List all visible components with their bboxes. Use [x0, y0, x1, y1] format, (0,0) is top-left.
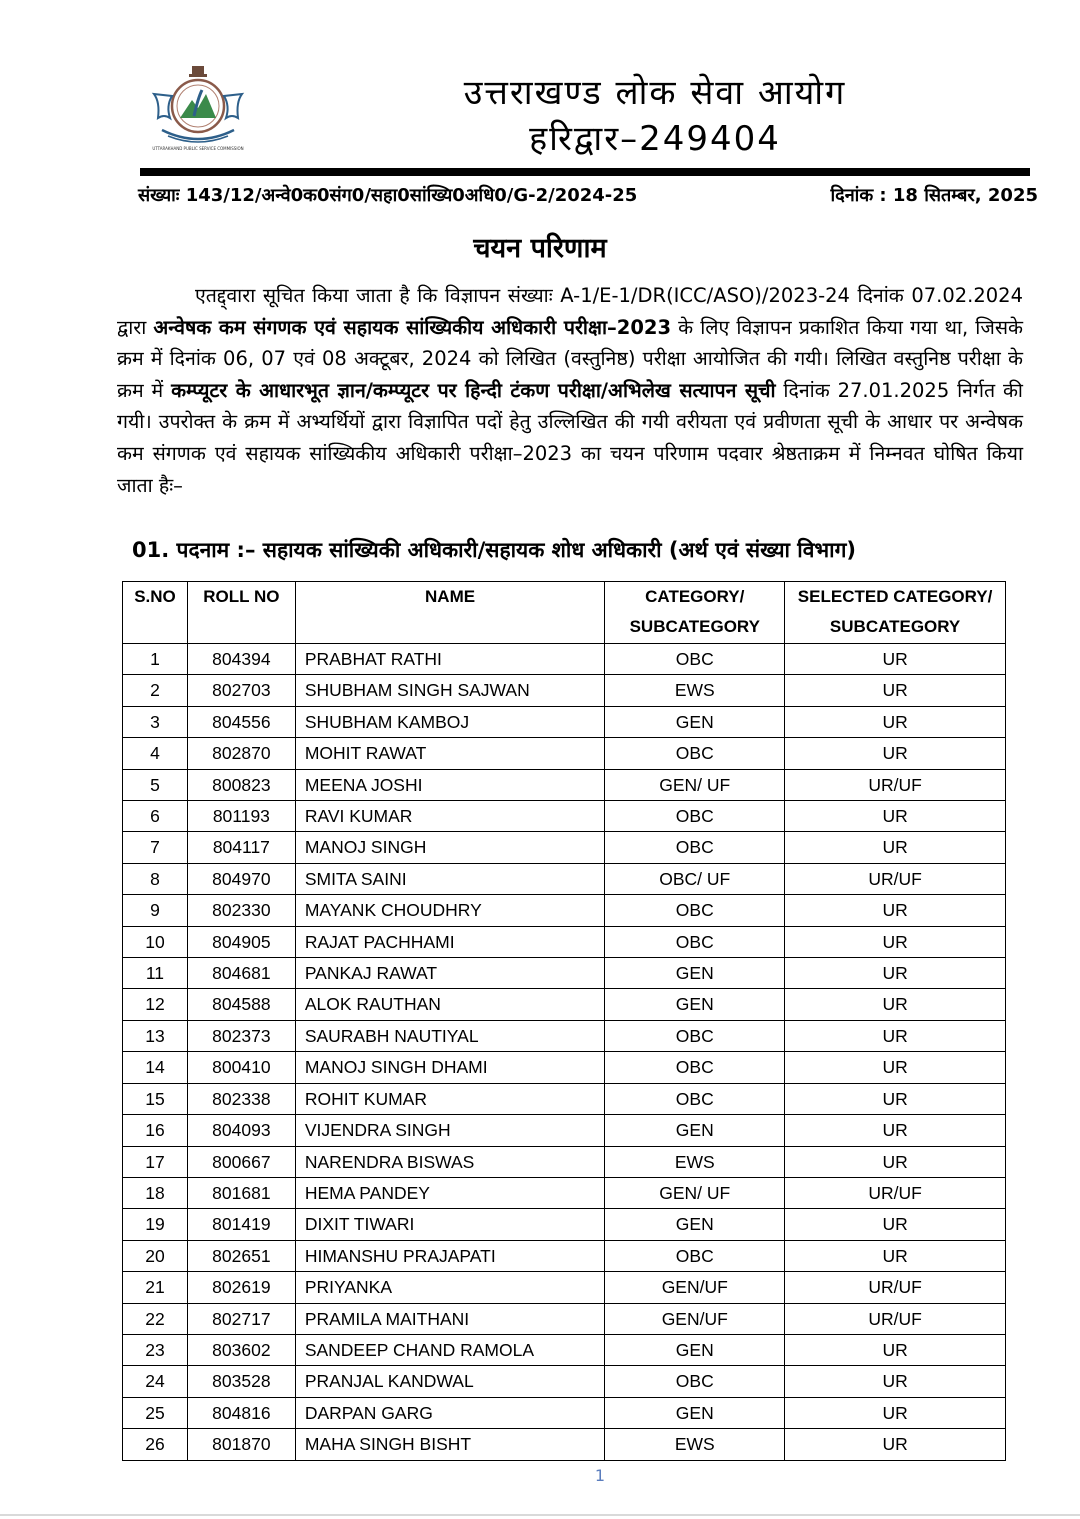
cell-selected-category: UR	[785, 926, 1006, 957]
table-row	[123, 1020, 1006, 1051]
cell-roll-no: 802619	[187, 1272, 295, 1303]
table-row	[123, 958, 1006, 989]
table-row	[123, 1209, 1006, 1240]
cell-sno: 11	[123, 958, 188, 989]
cell-roll-no: 800410	[187, 1052, 295, 1083]
cell-roll-no: 804394	[187, 644, 295, 675]
cell-roll-no: 802651	[187, 1240, 295, 1271]
cell-name: MEENA JOSHI	[295, 769, 605, 800]
cell-roll-no: 802703	[187, 675, 295, 706]
page-number: 1	[594, 1466, 606, 1485]
cell-category: EWS	[605, 1146, 785, 1177]
table-row	[123, 1115, 1006, 1146]
cell-sno: 12	[123, 989, 188, 1020]
cell-name: MANOJ SINGH	[295, 832, 605, 863]
cell-selected-category: UR	[785, 958, 1006, 989]
cell-roll-no: 802717	[187, 1303, 295, 1334]
cell-selected-category: UR	[785, 1115, 1006, 1146]
reference-line	[138, 183, 1038, 207]
cell-sno: 17	[123, 1146, 188, 1177]
cell-selected-category: UR/UF	[785, 769, 1006, 800]
cell-sno: 26	[123, 1429, 188, 1460]
cell-roll-no: 804556	[187, 706, 295, 737]
logo-caption: UTTARAKHAND PUBLIC SERVICE COMMISSION	[152, 146, 244, 151]
cell-name: RAJAT PACHHAMI	[295, 926, 605, 957]
cell-name: PRAMILA MAITHANI	[295, 1303, 605, 1334]
cell-roll-no: 804588	[187, 989, 295, 1020]
table-row	[123, 926, 1006, 957]
cell-roll-no: 804816	[187, 1397, 295, 1428]
cell-category: GEN	[605, 706, 785, 737]
cell-category: OBC/ UF	[605, 863, 785, 894]
cell-category: GEN	[605, 1334, 785, 1365]
cell-selected-category: UR	[785, 1052, 1006, 1083]
cell-name: SHUBHAM KAMBOJ	[295, 706, 605, 737]
header-roll-no: ROLL NO	[187, 582, 295, 644]
cell-category: OBC	[605, 1052, 785, 1083]
cell-selected-category: UR	[785, 801, 1006, 832]
para-bold-list: कम्प्यूटर के आधारभूत ज्ञान/कम्प्यूटर पर हिन्दी टंकण परीक्षा/अभिलेख सत्यापन सूची	[171, 378, 776, 402]
cell-name: MAYANK CHOUDHRY	[295, 895, 605, 926]
page-bottom-border	[0, 1514, 1080, 1516]
cell-selected-category: UR	[785, 1083, 1006, 1114]
cell-category: EWS	[605, 675, 785, 706]
cell-roll-no: 804905	[187, 926, 295, 957]
cell-roll-no: 803602	[187, 1334, 295, 1365]
cell-selected-category: UR	[785, 1020, 1006, 1051]
cell-sno: 2	[123, 675, 188, 706]
cell-roll-no: 804681	[187, 958, 295, 989]
cell-category: OBC	[605, 1366, 785, 1397]
cell-selected-category: UR	[785, 1366, 1006, 1397]
cell-category: OBC	[605, 801, 785, 832]
cell-selected-category: UR	[785, 989, 1006, 1020]
table-row	[123, 1083, 1006, 1114]
cell-name: MAHA SINGH BISHT	[295, 1429, 605, 1460]
cell-sno: 23	[123, 1334, 188, 1365]
commission-name: उत्तराखण्ड लोक सेवा आयोग	[463, 73, 847, 113]
cell-category: EWS	[605, 1429, 785, 1460]
cell-roll-no: 802330	[187, 895, 295, 926]
para-text-2: के लिए विज्ञापन प्रकाशित किया गया था, जिसके क्रम में दिनांक 06, 07 एवं 08 अक्टूबर, 2024 को लिखित (वस्तुनिष्ठ) परीक्षा आयोजित की गयी। लिखित वस्तुनिष्ठ परीक्षा के क्रम में	[117, 315, 1023, 402]
cell-category: OBC	[605, 895, 785, 926]
reference-number: संख्याः 143/12/अन्वे0क0संग0/सहा0सांख्यि0अधि0/G-2/2024-25	[138, 185, 638, 206]
table-row	[123, 863, 1006, 894]
table-row	[123, 644, 1006, 675]
cell-name: DIXIT TIWARI	[295, 1209, 605, 1240]
cell-category: OBC	[605, 832, 785, 863]
cell-sno: 22	[123, 1303, 188, 1334]
cell-selected-category: UR/UF	[785, 1272, 1006, 1303]
cell-roll-no: 801870	[187, 1429, 295, 1460]
header-selected-category: SELECTED CATEGORY/ SUBCATEGORY	[785, 582, 1006, 644]
commission-address: हरिद्वार–249404	[529, 119, 781, 159]
para-bold-exam: अन्वेषक कम संगणक एवं सहायक सांख्यिकीय अधिकारी परीक्षा–2023	[153, 315, 672, 339]
cell-selected-category: UR/UF	[785, 863, 1006, 894]
cell-sno: 21	[123, 1272, 188, 1303]
cell-sno: 9	[123, 895, 188, 926]
cell-name: MANOJ SINGH DHAMI	[295, 1052, 605, 1083]
cell-selected-category: UR/UF	[785, 1303, 1006, 1334]
cell-selected-category: UR	[785, 738, 1006, 769]
table-row	[123, 895, 1006, 926]
cell-sno: 19	[123, 1209, 188, 1240]
cell-roll-no: 800667	[187, 1146, 295, 1177]
cell-name: HIMANSHU PRAJAPATI	[295, 1240, 605, 1271]
table-row	[123, 1272, 1006, 1303]
cell-name: ROHIT KUMAR	[295, 1083, 605, 1114]
cell-sno: 6	[123, 801, 188, 832]
cell-category: OBC	[605, 1020, 785, 1051]
cell-sno: 15	[123, 1083, 188, 1114]
notice-date: दिनांक : 18 सितम्बर, 2025	[830, 185, 1038, 206]
cell-sno: 8	[123, 863, 188, 894]
table-row	[123, 1303, 1006, 1334]
cell-category: GEN/ UF	[605, 769, 785, 800]
header-name: NAME	[295, 582, 605, 644]
cell-sno: 7	[123, 832, 188, 863]
commission-logo	[148, 64, 248, 152]
table-row	[123, 675, 1006, 706]
cell-roll-no: 803528	[187, 1366, 295, 1397]
cell-selected-category: UR	[785, 644, 1006, 675]
cell-category: GEN	[605, 1397, 785, 1428]
cell-category: GEN/UF	[605, 1272, 785, 1303]
para-text-1: एतद्द्वारा सूचित किया जाता है कि विज्ञापन संख्याः A-1/E-1/DR(ICC/ASO)/2023-24 दिनांक 07.02.2024 द्वारा	[117, 284, 1023, 339]
cell-category: GEN	[605, 989, 785, 1020]
table-row	[123, 1177, 1006, 1208]
table-row	[123, 706, 1006, 737]
cell-selected-category: UR	[785, 895, 1006, 926]
cell-category: OBC	[605, 644, 785, 675]
cell-name: PANKAJ RAWAT	[295, 958, 605, 989]
cell-sno: 3	[123, 706, 188, 737]
cell-selected-category: UR/UF	[785, 1177, 1006, 1208]
cell-name: DARPAN GARG	[295, 1397, 605, 1428]
cell-category: OBC	[605, 1240, 785, 1271]
cell-selected-category: UR	[785, 706, 1006, 737]
cell-roll-no: 802373	[187, 1020, 295, 1051]
cell-category: GEN/ UF	[605, 1177, 785, 1208]
header-rule	[140, 168, 1030, 176]
cell-category: GEN	[605, 1209, 785, 1240]
cell-name: VIJENDRA SINGH	[295, 1115, 605, 1146]
cell-category: GEN	[605, 958, 785, 989]
cell-name: ALOK RAUTHAN	[295, 989, 605, 1020]
cell-category: OBC	[605, 926, 785, 957]
cell-name: NARENDRA BISWAS	[295, 1146, 605, 1177]
para-text-3: दिनांक 27.01.2025 निर्गत की गयी। उपरोक्त के क्रम में अभ्यर्थियों द्वारा विज्ञापित पदों हेतु उल्लिखित की गयी वरीयता एवं प्रवीणता सूची के आधार पर अन्वेषक कम संगणक एवं सहायक सांख्यिकीय अधिकारी परीक्षा–2023 का चयन परिणाम पदवार श्रेष्ठताक्रम में निम्नवत घोषित किया जाता हैः–	[117, 378, 1023, 497]
cell-selected-category: UR	[785, 1429, 1006, 1460]
cell-name: PRIYANKA	[295, 1272, 605, 1303]
cell-category: OBC	[605, 738, 785, 769]
table-row	[123, 989, 1006, 1020]
cell-roll-no: 804093	[187, 1115, 295, 1146]
cell-name: PRANJAL KANDWAL	[295, 1366, 605, 1397]
cell-selected-category: UR	[785, 675, 1006, 706]
header-category: CATEGORY/ SUBCATEGORY	[605, 582, 785, 644]
cell-name: SAURABH NAUTIYAL	[295, 1020, 605, 1051]
cell-roll-no: 802338	[187, 1083, 295, 1114]
cell-sno: 10	[123, 926, 188, 957]
cell-category: GEN/UF	[605, 1303, 785, 1334]
cell-name: HEMA PANDEY	[295, 1177, 605, 1208]
cell-sno: 14	[123, 1052, 188, 1083]
table-header-row	[123, 582, 1006, 644]
table-row	[123, 1429, 1006, 1460]
cell-sno: 13	[123, 1020, 188, 1051]
cell-name: MOHIT RAWAT	[295, 738, 605, 769]
cell-roll-no: 802870	[187, 738, 295, 769]
cell-name: PRABHAT RATHI	[295, 644, 605, 675]
cell-category: OBC	[605, 1083, 785, 1114]
cell-sno: 18	[123, 1177, 188, 1208]
cell-sno: 5	[123, 769, 188, 800]
table-row	[123, 1366, 1006, 1397]
cell-roll-no: 801681	[187, 1177, 295, 1208]
table-row	[123, 801, 1006, 832]
cell-category: GEN	[605, 1115, 785, 1146]
cell-selected-category: UR	[785, 1240, 1006, 1271]
cell-sno: 20	[123, 1240, 188, 1271]
result-title: चयन परिणाम	[473, 233, 607, 264]
table-row	[123, 1146, 1006, 1177]
header-sno: S.NO	[123, 582, 188, 644]
cell-name: SANDEEP CHAND RAMOLA	[295, 1334, 605, 1365]
cell-selected-category: UR	[785, 1397, 1006, 1428]
cell-sno: 1	[123, 644, 188, 675]
cell-selected-category: UR	[785, 1209, 1006, 1240]
notice-paragraph	[117, 280, 1023, 501]
cell-name: SHUBHAM SINGH SAJWAN	[295, 675, 605, 706]
cell-selected-category: UR	[785, 1146, 1006, 1177]
post-heading: 01. पदनाम :– सहायक सांख्यिकी अधिकारी/सहायक शोध अधिकारी (अर्थ एवं संख्या विभाग)	[132, 538, 857, 562]
table-row	[123, 1240, 1006, 1271]
cell-sno: 24	[123, 1366, 188, 1397]
table-row	[123, 1052, 1006, 1083]
cell-name: RAVI KUMAR	[295, 801, 605, 832]
cell-name: SMITA SAINI	[295, 863, 605, 894]
cell-roll-no: 804970	[187, 863, 295, 894]
cell-selected-category: UR	[785, 832, 1006, 863]
table-row	[123, 1397, 1006, 1428]
cell-sno: 16	[123, 1115, 188, 1146]
table-row	[123, 832, 1006, 863]
cell-sno: 25	[123, 1397, 188, 1428]
table-row	[123, 769, 1006, 800]
cell-roll-no: 800823	[187, 769, 295, 800]
cell-roll-no: 801419	[187, 1209, 295, 1240]
table-row	[123, 1334, 1006, 1365]
cell-selected-category: UR	[785, 1334, 1006, 1365]
cell-sno: 4	[123, 738, 188, 769]
table-row	[123, 738, 1006, 769]
cell-roll-no: 804117	[187, 832, 295, 863]
cell-roll-no: 801193	[187, 801, 295, 832]
selection-table	[122, 581, 1006, 1461]
